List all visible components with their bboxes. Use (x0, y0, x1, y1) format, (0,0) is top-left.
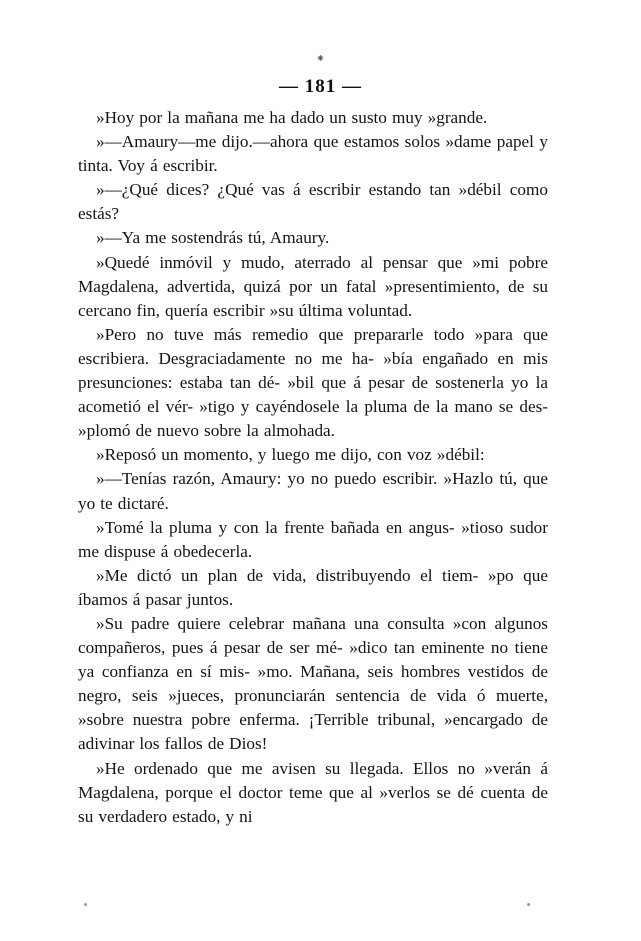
page-text-body (78, 106, 548, 829)
paragraph: »Pero no tuve más remedio que prepararle todo »para que escribiera. Desgraciadamente no me ha- »bía engañado en mis presunciones: estaba tan dé- »bil que á pesar de sostenerla yo la acometió el vér- »tigo y cayéndosele la pluma de la mano se des- »plomó de nuevo sobre la almohada. (78, 324, 548, 441)
paragraph: »Hoy por la mañana me ha dado un susto muy »grande. (96, 108, 488, 127)
paragraph: »Su padre quiere celebrar mañana una consulta »con algunos compañeros, pues á pesar de ser mé- »dico tan eminente no tiene ya confianza en sí mis- »mo. Mañana, seis hombres vestidos de negro, seis »jueces, pronunciarán sentencia de vida ó muerte, »sobre nuestra pobre enferma. ¡Terrible tribunal, »encargado de adivinar los fallos de Dios! (78, 613, 548, 754)
paragraph: »He ordenado que me avisen su llegada. Ellos no »verán á Magdalena, porque el doctor teme que al »verlos se dé cuenta de su verdadero estado, y ni (78, 758, 548, 826)
paragraph: »Reposó un momento, y luego me dijo, con voz »débil: (96, 445, 485, 465)
paragraph: »Tomé la pluma y con la frente bañada en angus- »tioso sudor me dispuse á obedecerla. (78, 517, 548, 561)
paragraph: »Me dictó un plan de vida, distribuyendo el tiem- »po que íbamos á pasar juntos. (78, 565, 548, 609)
paragraph: »—¿Qué dices? ¿Qué vas á escribir estando tan »débil como estás? (78, 180, 548, 224)
paragraph: »Quedé inmóvil y mudo, aterrado al pensar que »mi pobre Magdalena, advertida, quizá por un fatal »presentimiento, de su cercano fin, quería escribir »su última voluntad. (78, 252, 548, 320)
footer-mark-left (84, 903, 87, 906)
top-ornament-mark: ⁕ (315, 53, 326, 65)
footer-mark-right (527, 903, 530, 906)
paragraph: »—Tenías razón, Amaury: yo no puedo escribir. »Hazlo tú, que yo te dictaré. (78, 469, 548, 513)
paragraph: »—Amaury—me dijo.—ahora que estamos solos »dame papel y tinta. Voy á escribir. (78, 132, 548, 176)
paragraph: »—Ya me sostendrás tú, Amaury. (96, 228, 330, 248)
page-number: — 181 — (279, 76, 362, 97)
